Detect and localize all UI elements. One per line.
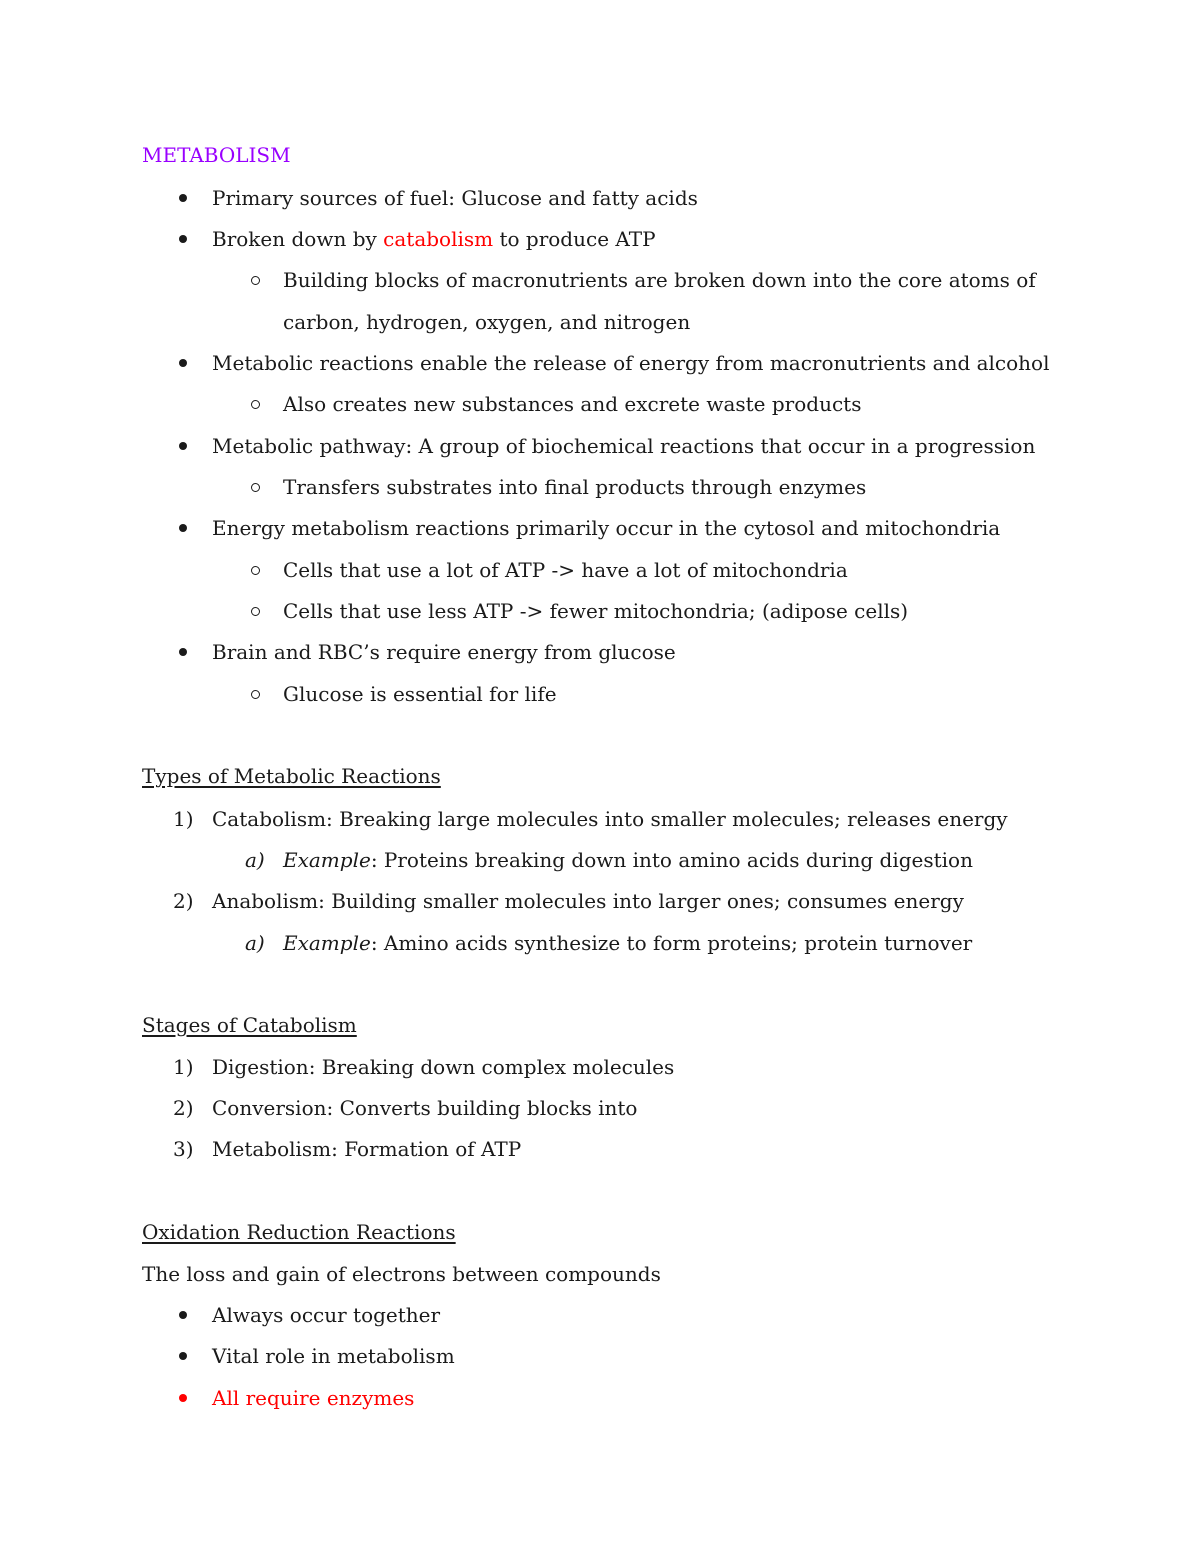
hollow-bullet-icon bbox=[245, 473, 265, 501]
sub-numbered-item-text: Example: Proteins breaking down into amino acids during digestion bbox=[283, 848, 973, 872]
sub-item-marker: a) bbox=[245, 848, 265, 872]
sub-list-item-text: Cells that use less ATP -> fewer mitochondria; (adipose cells) bbox=[283, 599, 909, 623]
highlight-catabolism: catabolism bbox=[383, 227, 494, 251]
item-number: 1) bbox=[173, 1055, 194, 1079]
numbered-item-text: Conversion: Converts building blocks into bbox=[212, 1096, 638, 1120]
list-item-text: Metabolic pathway: A group of biochemical reactions that occur in a progression bbox=[212, 434, 1036, 458]
list-item-text: All require enzymes bbox=[212, 1386, 415, 1410]
numbered-item-text: Metabolism: Formation of ATP bbox=[212, 1137, 522, 1161]
list-item-text: Brain and RBC’s require energy from glucose bbox=[212, 640, 676, 664]
section-heading-types: Types of Metabolic Reactions bbox=[142, 764, 441, 788]
bullet-icon bbox=[173, 225, 193, 253]
sub-list-item-text: Glucose is essential for life bbox=[283, 682, 557, 706]
sub-list-item-text: Cells that use a lot of ATP -> have a lot of mitochondria bbox=[283, 558, 848, 582]
list-item-text: Broken down by catabolism to produce ATP bbox=[212, 227, 656, 251]
hollow-bullet-icon bbox=[245, 597, 265, 625]
sub-list-item-text: Transfers substrates into final products through enzymes bbox=[283, 475, 867, 499]
numbered-item-text: Catabolism: Breaking large molecules into smaller molecules; releases energy bbox=[212, 807, 1008, 831]
bullet-icon bbox=[173, 514, 193, 542]
sub-item-marker: a) bbox=[245, 931, 265, 955]
sub-numbered-item-text: Example: Amino acids synthesize to form proteins; protein turnover bbox=[283, 931, 973, 955]
bullet-icon bbox=[173, 349, 193, 377]
sub-list-item-text: Building blocks of macronutrients are broken down into the core atoms of bbox=[283, 268, 1036, 292]
bullet-icon bbox=[173, 432, 193, 460]
numbered-item-text: Anabolism: Building smaller molecules into larger ones; consumes energy bbox=[212, 889, 964, 913]
list-item-text: Vital role in metabolism bbox=[212, 1344, 455, 1368]
paragraph-text: The loss and gain of electrons between compounds bbox=[142, 1262, 661, 1286]
bullet-icon bbox=[173, 184, 193, 212]
bullet-icon bbox=[173, 1301, 193, 1329]
bullet-icon bbox=[173, 1342, 193, 1370]
list-item-text: Primary sources of fuel: Glucose and fatty acids bbox=[212, 186, 698, 210]
numbered-item-text: Digestion: Breaking down complex molecules bbox=[212, 1055, 675, 1079]
item-number: 1) bbox=[173, 807, 194, 831]
section-heading-redox: Oxidation Reduction Reactions bbox=[142, 1220, 456, 1244]
section-heading-stages: Stages of Catabolism bbox=[142, 1013, 357, 1037]
list-item-text: Energy metabolism reactions primarily occur in the cytosol and mitochondria bbox=[212, 516, 1001, 540]
item-number: 3) bbox=[173, 1137, 194, 1161]
hollow-bullet-icon bbox=[245, 556, 265, 584]
hollow-bullet-icon bbox=[245, 680, 265, 708]
item-number: 2) bbox=[173, 889, 194, 913]
bullet-icon bbox=[173, 638, 193, 666]
sub-list-item-text: Also creates new substances and excrete waste products bbox=[283, 392, 862, 416]
list-item-text: Always occur together bbox=[212, 1303, 441, 1327]
sub-list-item-text: carbon, hydrogen, oxygen, and nitrogen bbox=[283, 310, 691, 334]
bullet-icon bbox=[173, 1384, 193, 1412]
hollow-bullet-icon bbox=[245, 390, 265, 418]
document-title: METABOLISM bbox=[142, 143, 291, 167]
hollow-bullet-icon bbox=[245, 266, 265, 294]
list-item-text: Metabolic reactions enable the release of energy from macronutrients and alcohol bbox=[212, 351, 1050, 375]
item-number: 2) bbox=[173, 1096, 194, 1120]
